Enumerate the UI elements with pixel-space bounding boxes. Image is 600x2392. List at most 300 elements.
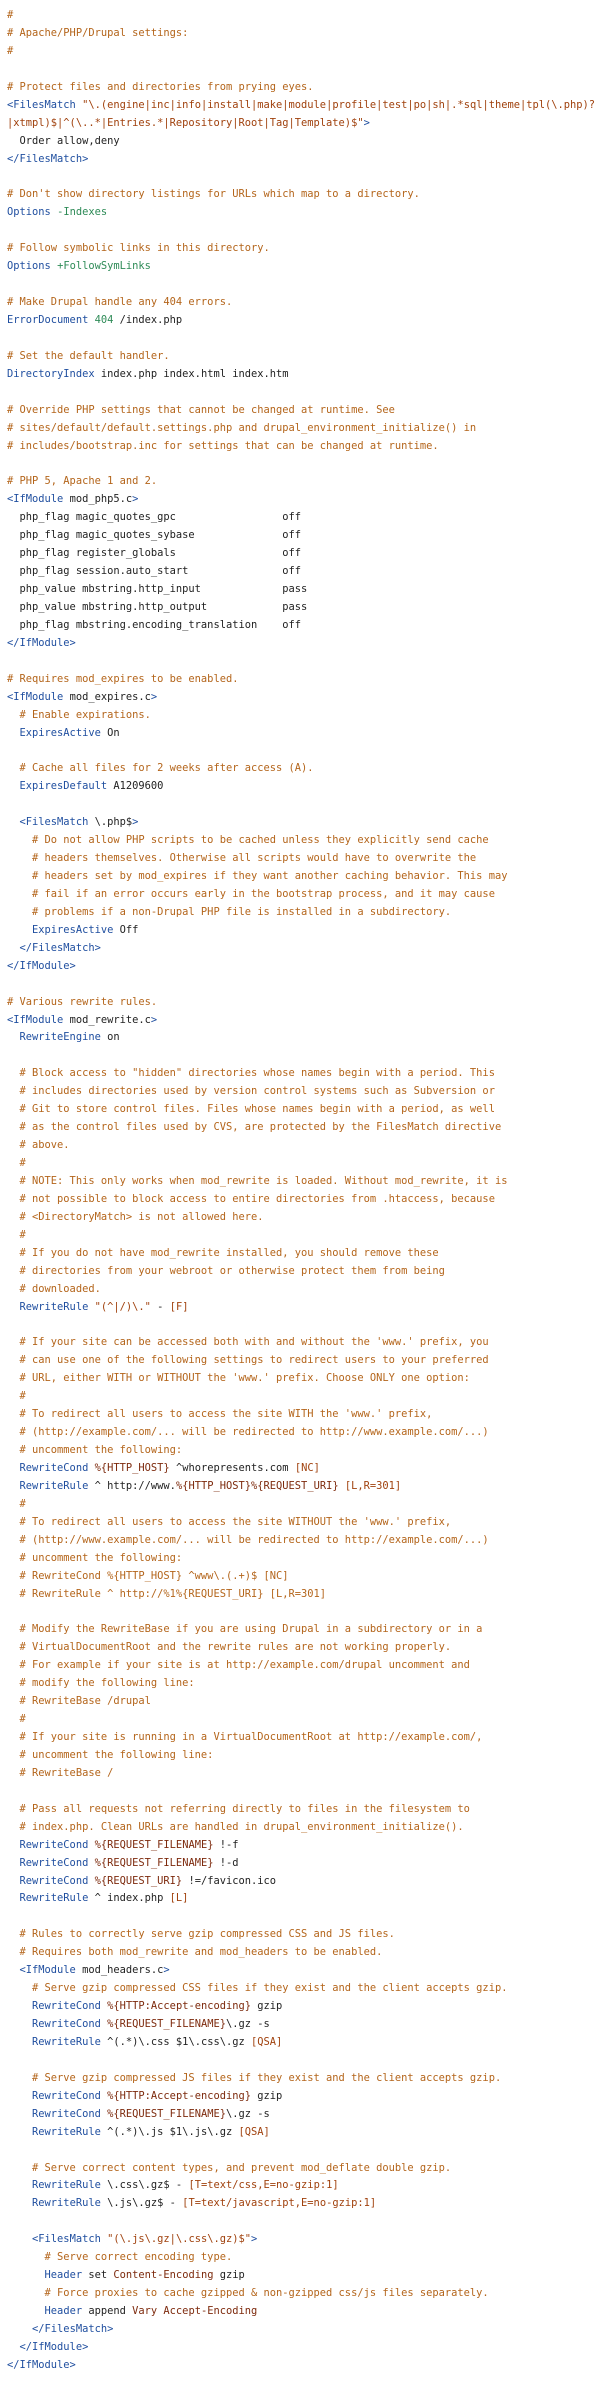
- variable-token: %{REQUEST_URI}: [251, 1479, 339, 1492]
- code-line: [7, 1442, 600, 1460]
- code-line: [7, 1837, 600, 1855]
- code-line: [7, 1352, 600, 1370]
- text-token: gzip: [213, 2269, 245, 2282]
- code-line: [7, 1980, 600, 1998]
- keyword-token: RewriteRule: [19, 1300, 89, 1313]
- code-line: [7, 1765, 600, 1783]
- code-line: [7, 1873, 600, 1891]
- code-line: [7, 43, 600, 61]
- text-token: [7, 2233, 32, 2245]
- code-line: [7, 1263, 600, 1281]
- keyword-token: ExpiresDefault: [19, 780, 108, 793]
- variable-token: %{HTTP_HOST}: [175, 1479, 252, 1492]
- code-line: [7, 1388, 600, 1406]
- code-line: [7, 904, 600, 922]
- keyword-token: >: [163, 1964, 170, 1977]
- comment-token: # RewriteBase /: [7, 1766, 114, 1779]
- string-token: [T=text/css,E=no-gzip:1]: [188, 2179, 339, 2192]
- text-token: [7, 2000, 32, 2012]
- variable-token: %{REQUEST_FILENAME}: [94, 1838, 214, 1851]
- text-token: [7, 1839, 20, 1851]
- keyword-token: </IfModule>: [7, 959, 76, 972]
- keyword-token: <IfModule: [19, 1964, 76, 1977]
- text-token: \.gz -s: [225, 2107, 270, 2120]
- code-line: [7, 1334, 600, 1352]
- text-token: [7, 1875, 20, 1887]
- code-line: [7, 725, 600, 743]
- code-line: [7, 2321, 600, 2339]
- keyword-token: RewriteRule: [19, 1479, 89, 1492]
- code-line: [7, 1316, 600, 1334]
- comment-token: # Don't show directory listings for URLs which map to a directory.: [7, 188, 420, 201]
- code-line: [7, 2249, 600, 2267]
- text-token: ^(.*)\.css $1\.css\.gz: [100, 2035, 251, 2048]
- code-line: [7, 742, 600, 760]
- code-line: [7, 438, 600, 456]
- comment-token: # above.: [7, 1139, 70, 1152]
- code-line: [7, 1101, 600, 1119]
- code-line: [7, 653, 600, 671]
- comment-token: #: [7, 1228, 26, 1241]
- code-line: [7, 1119, 600, 1137]
- variable-token: %{REQUEST_FILENAME}: [107, 2107, 226, 2120]
- comment-token: #: [7, 9, 14, 21]
- code-line: [7, 2285, 600, 2303]
- text-token: gzip: [251, 2000, 283, 2013]
- text-token: mod_expires.c: [63, 690, 151, 703]
- comment-token: # To redirect all users to access the site WITH the 'www.' prefix,: [7, 1408, 433, 1421]
- code-line: [7, 868, 600, 886]
- code-line: [7, 1532, 600, 1550]
- text-token: !-d: [213, 1856, 239, 1869]
- text-token: [7, 2269, 45, 2281]
- comment-token: # Protect files and directories from prying eyes.: [7, 80, 314, 93]
- value-token: -Indexes: [57, 206, 108, 219]
- code-line: [7, 814, 600, 832]
- code-line: [7, 312, 600, 330]
- comment-token: # Serve gzip compressed CSS files if they exist and the client accepts gzip.: [7, 1982, 508, 1995]
- code-line: [7, 1568, 600, 1586]
- comment-token: # Set the default handler.: [7, 349, 170, 362]
- code-line: [7, 1496, 600, 1514]
- comment-token: # (http://example.com/... will be redirected to http://www.example.com/...): [7, 1426, 489, 1439]
- text-token: [7, 780, 20, 792]
- code-line: [7, 1693, 600, 1711]
- code-line: [7, 168, 600, 186]
- comment-token: # If you do not have mod_rewrite installed, you should remove these: [7, 1246, 439, 1259]
- text-token: php_flag magic_quotes_sybase off: [7, 529, 302, 542]
- text-token: [7, 1857, 20, 1869]
- comment-token: # index.php. Clean URLs are handled in drupal_environment_initialize().: [7, 1820, 464, 1833]
- code-line: [7, 61, 600, 79]
- text-token: mod_headers.c: [75, 1964, 164, 1977]
- string-token: [QSA]: [238, 2125, 270, 2138]
- code-line: [7, 2052, 600, 2070]
- code-line: [7, 294, 600, 312]
- text-token: set: [82, 2269, 114, 2282]
- keyword-token: >: [132, 816, 139, 829]
- code-line: [7, 509, 600, 527]
- variable-token: Vary Accept-Encoding: [132, 2305, 258, 2317]
- code-line: [7, 1065, 600, 1083]
- code-line: [7, 1801, 600, 1819]
- keyword-token: ExpiresActive: [32, 923, 114, 936]
- text-token: php_flag mbstring.encoding_translation off: [7, 618, 302, 631]
- text-token: [7, 1031, 20, 1043]
- code-line: [7, 402, 600, 420]
- code-line: [7, 2177, 600, 2195]
- code-line: [7, 276, 600, 294]
- text-token: [7, 924, 32, 936]
- code-line: [7, 527, 600, 545]
- code-line: [7, 1460, 600, 1478]
- keyword-token: ErrorDocument: [7, 313, 89, 326]
- comment-token: # includes/bootstrap.inc for settings that can be changed at runtime.: [7, 439, 439, 452]
- keyword-token: >: [150, 690, 158, 703]
- text-token: [7, 2108, 32, 2120]
- code-line: [7, 97, 600, 115]
- keyword-token: Options: [7, 206, 51, 219]
- comment-token: # can use one of the following settings to redirect users to your preferred: [7, 1354, 489, 1367]
- comment-token: # Serve gzip compressed JS files if they exist and the client accepts gzip.: [7, 2071, 502, 2084]
- variable-token: %{REQUEST_URI}: [94, 1874, 183, 1887]
- code-line: [7, 1711, 600, 1729]
- text-token: [7, 2036, 32, 2048]
- keyword-token: >: [132, 493, 139, 506]
- comment-token: # includes directories used by version control systems such as Subversion or: [7, 1085, 495, 1098]
- comment-token: # If your site is running in a VirtualDocumentRoot at http://example.com/,: [7, 1731, 483, 1743]
- code-line: [7, 1926, 600, 1944]
- comment-token: # Block access to "hidden" directories whose names begin with a period. This: [7, 1067, 495, 1080]
- comment-token: # For example if your site is at http://example.com/drupal uncomment and: [7, 1659, 470, 1672]
- text-token: A1209600: [107, 780, 164, 793]
- code-line: [7, 2034, 600, 2052]
- string-token: [NC]: [294, 1461, 320, 1474]
- text-token: php_flag magic_quotes_gpc off: [7, 511, 302, 524]
- code-line: [7, 330, 600, 348]
- comment-token: #: [7, 1497, 26, 1510]
- text-token: [7, 816, 20, 828]
- text-token: [7, 727, 20, 739]
- comment-token: # URL, either WITH or WITHOUT the 'www.' prefix. Choose ONLY one option:: [7, 1372, 470, 1385]
- code-line: [7, 545, 600, 563]
- code-line: [7, 1890, 600, 1908]
- text-token: [7, 1301, 20, 1313]
- keyword-token: </IfModule>: [7, 636, 76, 649]
- comment-token: # headers themselves. Otherwise all scripts would have to overwrite the: [7, 852, 477, 865]
- text-token: [7, 1964, 20, 1976]
- comment-token: # RewriteBase /drupal: [7, 1695, 151, 1708]
- comment-token: # <DirectoryMatch> is not allowed here.: [7, 1210, 264, 1223]
- keyword-token: RewriteRule: [32, 2035, 101, 2048]
- code-line: [7, 617, 600, 635]
- comment-token: # RewriteCond %{HTTP_HOST} ^www\.(.+)$ [NC]: [7, 1569, 289, 1582]
- code-line: [7, 707, 600, 725]
- code-line: [7, 1029, 600, 1047]
- code-line: [7, 1424, 600, 1442]
- comment-token: # fail if an error occurs early in the bootstrap process, and it may cause: [7, 887, 495, 900]
- string-token: [QSA]: [251, 2035, 283, 2048]
- text-token: \.js\.gz$ -: [100, 2197, 183, 2210]
- comment-token: #: [7, 1157, 26, 1169]
- string-token: |xtmpl)$|^(\..*|Entries.*|Repository|Root|Tag|Template)$": [7, 116, 364, 129]
- comment-token: # Follow symbolic links in this directory.: [7, 242, 270, 255]
- keyword-token: RewriteCond: [32, 2018, 101, 2030]
- string-token: "\.(engine|inc|info|install|make|module|profile|test|po|sh|.*sql|theme|tpl(\.php)?: [82, 98, 596, 111]
- keyword-token: ExpiresActive: [19, 726, 101, 739]
- code-line: [7, 384, 600, 402]
- text-token: On: [100, 726, 120, 739]
- comment-token: # Serve correct content types, and prevent mod_deflate double gzip.: [7, 2161, 452, 2174]
- code-line: [7, 1603, 600, 1621]
- keyword-token: DirectoryIndex: [7, 367, 95, 380]
- string-token: [T=text/javascript,E=no-gzip:1]: [182, 2197, 377, 2210]
- comment-token: # Git to store control files. Files whose names begin with a period, as well: [7, 1103, 495, 1116]
- code-line: [7, 850, 600, 868]
- text-token: \.php$: [88, 816, 133, 829]
- code-line: [7, 886, 600, 904]
- text-token: ^ index.php: [88, 1892, 170, 1905]
- comment-token: # Various rewrite rules.: [7, 995, 158, 1008]
- code-line: [7, 348, 600, 366]
- code-line: [7, 2088, 600, 2106]
- code-line: [7, 599, 600, 617]
- comment-token: # Modify the RewriteBase if you are using Drupal in a subdirectory or in a: [7, 1623, 483, 1636]
- code-line: [7, 940, 600, 958]
- comment-token: # If your site can be accessed both with and without the 'www.' prefix, you: [7, 1336, 489, 1349]
- code-line: [7, 240, 600, 258]
- keyword-token: <IfModule: [7, 690, 64, 703]
- text-token: index.php index.html index.htm: [94, 367, 289, 380]
- code-line: [7, 2070, 600, 2088]
- keyword-token: RewriteRule: [32, 2179, 101, 2192]
- code-line: [7, 366, 600, 384]
- text-token: php_value mbstring.http_output pass: [7, 600, 308, 613]
- keyword-token: RewriteCond: [32, 2089, 101, 2102]
- variable-token: %{HTTP_HOST}: [94, 1461, 170, 1474]
- text-token: Order allow,deny: [7, 134, 120, 147]
- comment-token: #: [7, 44, 14, 57]
- comment-token: # VirtualDocumentRoot and the rewrite rules are not working properly.: [7, 1641, 452, 1654]
- code-line: [7, 1998, 600, 2016]
- comment-token: # Cache all files for 2 weeks after access (A).: [7, 762, 314, 775]
- keyword-token: RewriteEngine: [19, 1031, 101, 1044]
- keyword-token: <IfModule: [7, 493, 64, 506]
- comment-token: # not possible to block access to entire directories from .htaccess, because: [7, 1192, 495, 1205]
- comment-token: # Force proxies to cache gzipped & non-gzipped css/js files separately.: [7, 2287, 489, 2300]
- comment-token: # Pass all requests not referring directly to files in the filesystem to: [7, 1802, 470, 1815]
- code-line: [7, 976, 600, 994]
- code-line: [7, 1550, 600, 1568]
- comment-token: # To redirect all users to access the site WITHOUT the 'www.' prefix,: [7, 1515, 452, 1528]
- keyword-token: </FilesMatch>: [19, 941, 101, 954]
- code-line: [7, 2339, 600, 2357]
- code-line: [7, 796, 600, 814]
- code-line: [7, 2303, 600, 2321]
- code-line: [7, 832, 600, 850]
- code-line: [7, 994, 600, 1012]
- code-line: [7, 2213, 600, 2231]
- code-line: [7, 1908, 600, 1926]
- text-token: php_flag register_globals off: [7, 547, 302, 560]
- text-token: gzip: [251, 2089, 283, 2102]
- keyword-token: RewriteRule: [32, 2125, 101, 2138]
- value-token: 404: [94, 313, 114, 326]
- text-token: /index.php: [113, 313, 183, 326]
- code-line: [7, 2106, 600, 2124]
- code-line: [7, 760, 600, 778]
- text-token: on: [100, 1031, 120, 1044]
- text-token: [7, 2179, 32, 2191]
- keyword-token: >: [363, 116, 370, 129]
- keyword-token: <IfModule: [7, 1013, 64, 1026]
- string-token: [L,R=301]: [344, 1479, 402, 1492]
- comment-token: # Serve correct encoding type.: [7, 2251, 233, 2264]
- comment-token: # downloaded.: [7, 1282, 101, 1295]
- comment-token: # Requires both mod_rewrite and mod_headers to be enabled.: [7, 1946, 383, 1959]
- code-line: [7, 2142, 600, 2160]
- code-line: [7, 79, 600, 97]
- code-line: [7, 115, 600, 133]
- code-line: [7, 689, 600, 707]
- code-line: [7, 1137, 600, 1155]
- value-token: +FollowSymLinks: [57, 260, 151, 273]
- text-token: [7, 2341, 20, 2353]
- comment-token: # headers set by mod_expires if they want another caching behavior. This may: [7, 870, 508, 882]
- keyword-token: <FilesMatch: [7, 98, 76, 111]
- comment-token: # Rules to correctly serve gzip compressed CSS and JS files.: [7, 1928, 395, 1941]
- code-line: [7, 258, 600, 276]
- code-line: [7, 133, 600, 151]
- comment-token: # sites/default/default.settings.php and drupal_environment_initialize() in: [7, 421, 477, 434]
- keyword-token: >: [150, 1013, 158, 1026]
- text-token: [7, 2090, 32, 2102]
- code-line: [7, 1783, 600, 1801]
- comment-token: # directories from your webroot or otherwise protect them from being: [7, 1264, 445, 1277]
- text-token: [7, 2018, 32, 2030]
- text-token: php_flag session.auto_start off: [7, 565, 302, 578]
- keyword-token: </IfModule>: [7, 2358, 76, 2371]
- keyword-token: Header: [44, 2269, 83, 2282]
- string-token: [L]: [169, 1892, 189, 1905]
- code-line: [7, 1657, 600, 1675]
- text-token: -: [150, 1300, 170, 1313]
- comment-token: # Requires mod_expires to be enabled.: [7, 672, 239, 685]
- text-token: [7, 2126, 32, 2138]
- code-line: [7, 491, 600, 509]
- code-line: [7, 581, 600, 599]
- text-token: [7, 1892, 20, 1904]
- variable-token: Content-Encoding: [113, 2269, 214, 2282]
- code-line: [7, 151, 600, 169]
- code-line: [7, 1155, 600, 1173]
- comment-token: #: [7, 1390, 26, 1403]
- comment-token: # Apache/PHP/Drupal settings:: [7, 26, 189, 39]
- code-line: [7, 778, 600, 796]
- text-token: php_value mbstring.http_input pass: [7, 583, 308, 595]
- code-line: [7, 455, 600, 473]
- code-line: [7, 563, 600, 581]
- keyword-token: RewriteRule: [32, 2197, 101, 2210]
- code-line: [7, 2160, 600, 2178]
- comment-token: # uncomment the following:: [7, 1444, 183, 1456]
- variable-token: %{HTTP:Accept-encoding}: [107, 2000, 252, 2013]
- code-line: [7, 1245, 600, 1263]
- text-token: \.css\.gz$ -: [100, 2179, 189, 2192]
- text-token: [7, 2197, 32, 2209]
- code-line: [7, 1944, 600, 1962]
- text-token: [7, 2323, 32, 2335]
- code-line: [7, 1586, 600, 1604]
- variable-token: %{REQUEST_FILENAME}: [107, 2018, 226, 2030]
- keyword-token: >: [251, 2233, 258, 2246]
- comment-token: # as the control files used by CVS, are protected by the FilesMatch directive: [7, 1121, 502, 1134]
- text-token: mod_php5.c: [63, 493, 133, 506]
- variable-token: %{HTTP:Accept-encoding}: [107, 2089, 252, 2102]
- comment-token: # Override PHP settings that cannot be changed at runtime. See: [7, 403, 395, 416]
- keyword-token: <FilesMatch: [19, 816, 89, 829]
- code-line: [7, 1514, 600, 1532]
- text-token: ^whorepresents.com: [169, 1461, 295, 1474]
- comment-token: # Enable expirations.: [7, 708, 151, 721]
- keyword-token: RewriteCond: [19, 1856, 89, 1869]
- variable-token: %{REQUEST_FILENAME}: [94, 1856, 214, 1869]
- code-line: [7, 2195, 600, 2213]
- string-token: "(^|/)\.": [94, 1300, 151, 1313]
- code-line: [7, 7, 600, 25]
- code-line: [7, 1173, 600, 1191]
- comment-token: # PHP 5, Apache 1 and 2.: [7, 475, 158, 488]
- code-line: [7, 1478, 600, 1496]
- code-line: [7, 1675, 600, 1693]
- code-line: [7, 204, 600, 222]
- code-line: [7, 1747, 600, 1765]
- code-line: [7, 1819, 600, 1837]
- keyword-token: </IfModule>: [19, 2340, 89, 2353]
- text-token: [7, 1462, 20, 1474]
- code-line: [7, 635, 600, 653]
- code-line: [7, 922, 600, 940]
- code-line: [7, 1209, 600, 1227]
- keyword-token: RewriteRule: [19, 1892, 89, 1905]
- keyword-token: <FilesMatch: [32, 2233, 101, 2246]
- keyword-token: RewriteCond: [32, 2107, 101, 2120]
- keyword-token: RewriteCond: [19, 1874, 89, 1887]
- code-line: [7, 1281, 600, 1299]
- code-line: [7, 1047, 600, 1065]
- string-token: "(\.js\.gz|\.css\.gz)$": [107, 2233, 252, 2246]
- comment-token: # Make Drupal handle any 404 errors.: [7, 296, 233, 308]
- code-line: [7, 186, 600, 204]
- code-line: [7, 671, 600, 689]
- code-line: [7, 2124, 600, 2142]
- comment-token: # NOTE: This only works when mod_rewrite is loaded. Without mod_rewrite, it is: [7, 1174, 508, 1187]
- comment-token: # uncomment the following line:: [7, 1748, 214, 1761]
- code-line: [7, 2267, 600, 2285]
- comment-token: # RewriteRule ^ http://%1%{REQUEST_URI} [L,R=301]: [7, 1587, 327, 1600]
- keyword-token: RewriteCond: [19, 1461, 89, 1474]
- code-line: [7, 1370, 600, 1388]
- text-token: \.gz -s: [225, 2018, 270, 2030]
- text-token: [7, 942, 20, 954]
- code-line: [7, 1227, 600, 1245]
- text-token: ^(.*)\.js $1\.js\.gz: [100, 2125, 239, 2138]
- text-token: !-f: [213, 1838, 239, 1851]
- code-line: [7, 1621, 600, 1639]
- code-line: [7, 1962, 600, 1980]
- comment-token: # modify the following line:: [7, 1677, 195, 1690]
- comment-token: # Do not allow PHP scripts to be cached unless they explicitly send cache: [7, 834, 489, 847]
